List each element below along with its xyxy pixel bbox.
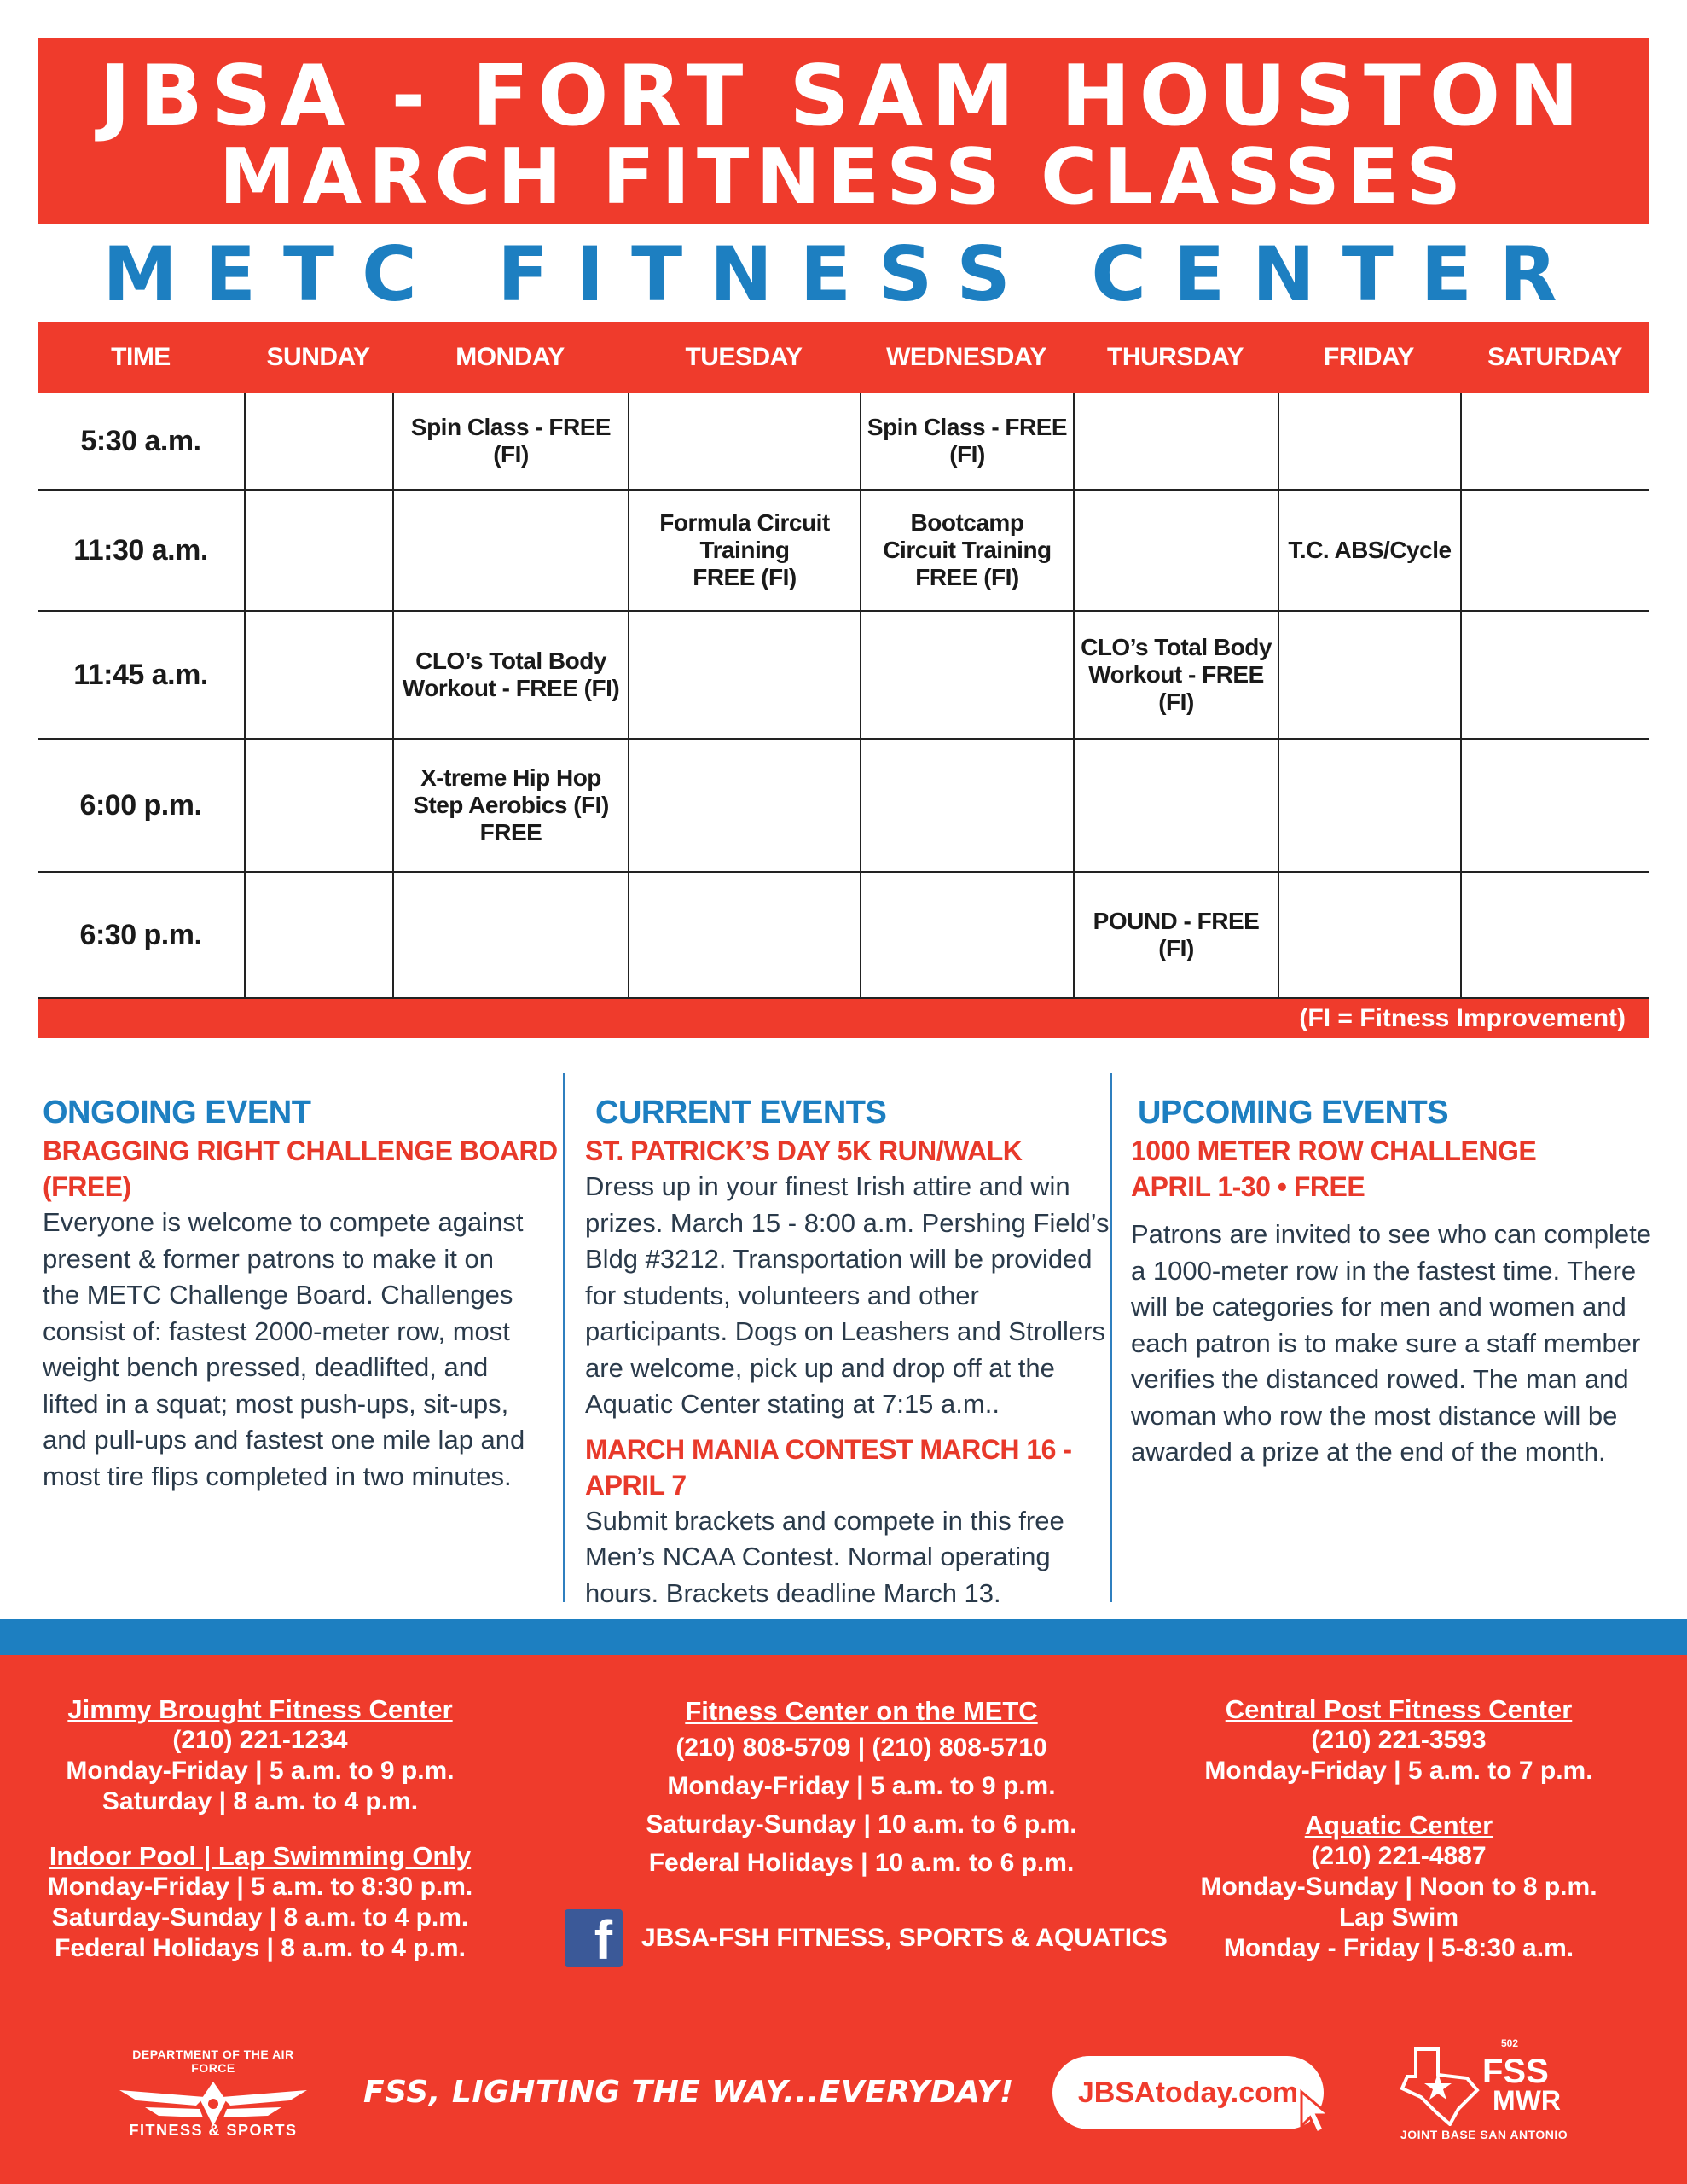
empty-cell	[244, 491, 392, 610]
empty-cell	[1278, 873, 1460, 997]
text-line: each patron is to make sure a staff member	[1131, 1327, 1641, 1358]
column-header-monday: MONDAY	[455, 343, 565, 371]
empty-cell	[1278, 393, 1460, 489]
hours-line: Monday - Friday | 5-8:30 a.m.	[1223, 1934, 1574, 1962]
logo-fss-text: FSS	[1482, 2053, 1549, 2090]
empty-cell	[244, 612, 392, 738]
class-cell: X-treme Hip Hop Step Aerobics (FI) FREE	[392, 740, 628, 871]
current-events	[585, 1073, 1114, 1612]
air-force-fitness-logo	[111, 2048, 316, 2150]
text-line: are welcome, pick up and drop off at the	[585, 1352, 1055, 1383]
text-line: Aquatic Center stating at 7:15 a.m..	[585, 1389, 1000, 1419]
hours-line: Federal Holidays | 10 a.m. to 6 p.m.	[648, 1849, 1075, 1877]
schedule-row	[38, 612, 1649, 740]
tagline: FSS, LIGHTING THE WAY...EVERYDAY!	[363, 2075, 1014, 2110]
empty-cell	[1073, 740, 1278, 871]
column-header-sunday: SUNDAY	[266, 343, 370, 371]
current-title-5k: ST. PATRICK’S DAY 5K RUN/WALK	[585, 1136, 1023, 1166]
schedule-header-row	[38, 322, 1649, 393]
empty-cell	[1460, 612, 1649, 738]
empty-cell	[1460, 740, 1649, 871]
time-cell: 5:30 a.m.	[80, 425, 201, 457]
jimmy-brought-info	[34, 1694, 486, 1964]
column-header-wednesday: WEDNESDAY	[886, 343, 1046, 371]
text-line: Dress up in your finest Irish attire and win	[585, 1171, 1070, 1201]
class-cell: Formula Circuit Training FREE (FI)	[628, 491, 860, 610]
ongoing-heading: ONGOING EVENT	[43, 1095, 311, 1130]
empty-cell	[1278, 740, 1460, 871]
hours-line: Monday-Sunday | Noon to 8 p.m.	[1200, 1873, 1597, 1901]
current-title-march-mania: MARCH MANIA CONTEST MARCH 16 - APRIL 7	[585, 1433, 1072, 1501]
empty-cell	[244, 740, 392, 871]
header-banner	[38, 38, 1649, 224]
fss-mwr-logo	[1399, 2036, 1595, 2146]
text-line: woman who row the most distance will be	[1131, 1400, 1618, 1431]
schedule-row	[38, 873, 1649, 999]
column-divider	[1110, 1073, 1112, 1602]
column-header-friday: FRIDAY	[1324, 343, 1414, 371]
texas-star-icon	[1399, 2041, 1484, 2126]
empty-cell	[1073, 393, 1278, 489]
upcoming-heading: UPCOMING EVENTS	[1138, 1095, 1449, 1130]
empty-cell	[1460, 873, 1649, 997]
empty-cell	[1278, 612, 1460, 738]
logo-af-top-text: DEPARTMENT OF THE AIR FORCE	[132, 2048, 294, 2075]
text-line: weight bench pressed, deadlifted, and	[43, 1352, 489, 1382]
text-line: Patrons are invited to see who can complete	[1131, 1219, 1652, 1249]
hours-line: Monday-Friday | 5 a.m. to 9 p.m.	[667, 1772, 1056, 1800]
class-cell: T.C. ABS/Cycle	[1278, 491, 1460, 610]
time-cell: 6:00 p.m.	[79, 789, 202, 822]
column-header-thursday: THURSDAY	[1107, 343, 1244, 371]
schedule-body	[38, 393, 1649, 999]
metc-title: Fitness Center on the METC	[685, 1696, 1038, 1726]
hours-line: Monday-Friday | 5 a.m. to 9 p.m.	[66, 1757, 455, 1785]
column-header-tuesday: TUESDAY	[685, 343, 803, 371]
hours-line: Monday-Friday | 5 a.m. to 7 p.m.	[1204, 1757, 1593, 1785]
empty-cell	[628, 612, 860, 738]
hours-line: Lap Swim	[1338, 1903, 1459, 1931]
text-line: Bldg #3212. Transportation will be provided	[585, 1244, 1093, 1274]
facebook-page-name[interactable]: JBSA-FSH FITNESS, SPORTS & AQUATICS	[641, 1924, 1168, 1952]
metc-phone: (210) 808-5709 | (210) 808-5710	[675, 1734, 1047, 1762]
ongoing-event	[43, 1073, 563, 1495]
hours-line: Monday-Friday | 5 a.m. to 8:30 p.m.	[47, 1873, 473, 1901]
jimmy-brought-phone: (210) 221-1234	[172, 1726, 348, 1754]
hours-line: Saturday-Sunday | 10 a.m. to 6 p.m.	[646, 1810, 1077, 1838]
page-title: JBSA - FORT SAM HOUSTON	[99, 48, 1588, 145]
text-line: present & former patrons to make it on	[43, 1243, 494, 1274]
text-line: and pull-ups and fastest one mile lap and	[43, 1425, 525, 1455]
hours-line: Federal Holidays | 8 a.m. to 4 p.m.	[55, 1934, 466, 1962]
class-schedule	[38, 322, 1649, 1038]
class-cell: CLO’s Total Body Workout - FREE (FI)	[1073, 612, 1278, 738]
upcoming-events	[1131, 1073, 1660, 1471]
text-line: most tire flips completed in two minutes.	[43, 1461, 512, 1491]
ongoing-body	[43, 1205, 563, 1495]
hours-line: Saturday-Sunday | 8 a.m. to 4 p.m.	[51, 1903, 469, 1931]
time-cell: 11:45 a.m.	[73, 659, 208, 691]
text-line: verifies the distanced rowed. The man and	[1131, 1364, 1629, 1394]
text-line: Men’s NCAA Contest. Normal operating	[585, 1542, 1051, 1571]
aquatic-center-title: Aquatic Center	[1304, 1810, 1493, 1840]
empty-cell	[244, 393, 392, 489]
upcoming-dates: APRIL 1-30 • FREE	[1131, 1171, 1365, 1202]
text-line: participants. Dogs on Leashers and Strollers	[585, 1316, 1105, 1346]
logo-fss-number: 502	[1501, 2037, 1519, 2049]
empty-cell	[244, 873, 392, 997]
empty-cell	[628, 873, 860, 997]
text-line: for students, volunteers and other	[585, 1280, 979, 1310]
empty-cell	[628, 393, 860, 489]
class-cell: POUND - FREE (FI)	[1073, 873, 1278, 997]
logo-mwr-text: MWR	[1493, 2085, 1561, 2116]
current-heading: CURRENT EVENTS	[595, 1095, 887, 1130]
logo-jbsa-text: JOINT BASE SAN ANTONIO	[1400, 2128, 1568, 2141]
metc-info	[597, 1694, 1126, 1882]
fitness-improvement-note: (FI = Fitness Improvement)	[38, 999, 1649, 1038]
column-divider	[563, 1073, 565, 1602]
text-line: prizes. March 15 - 8:00 a.m. Pershing Field’s	[585, 1207, 1110, 1238]
indoor-pool-title: Indoor Pool | Lap Swimming Only	[49, 1841, 472, 1871]
empty-cell	[860, 873, 1073, 997]
hours-line: Saturday | 8 a.m. to 4 p.m.	[101, 1787, 419, 1815]
empty-cell	[1460, 393, 1649, 489]
class-cell: CLO’s Total Body Workout - FREE (FI)	[392, 612, 628, 738]
cursor-icon	[1298, 2088, 1336, 2136]
jimmy-brought-title: Jimmy Brought Fitness Center	[67, 1694, 453, 1724]
time-cell: 6:30 p.m.	[79, 919, 202, 951]
text-line: will be categories for men and women and	[1131, 1292, 1626, 1321]
text-line: lifted in a squat; most push-ups, sit-ups,	[43, 1388, 509, 1419]
schedule-row	[38, 740, 1649, 873]
upcoming-body	[1131, 1217, 1660, 1471]
class-cell: Spin Class - FREE (FI)	[392, 393, 628, 489]
empty-cell	[1460, 491, 1649, 610]
central-post-info	[1177, 1694, 1620, 1964]
text-line: hours. Brackets deadline March 13.	[585, 1577, 1001, 1608]
empty-cell	[392, 873, 628, 997]
facebook-link[interactable]	[565, 1909, 1168, 1971]
column-header-time: TIME	[111, 343, 171, 371]
current-body-march-mania	[585, 1503, 1114, 1612]
text-line: consist of: fastest 2000-meter row, most	[43, 1316, 510, 1346]
empty-cell	[860, 740, 1073, 871]
central-post-phone: (210) 221-3593	[1311, 1726, 1487, 1754]
center-name: METC FITNESS CENTER	[102, 230, 1585, 318]
text-line: the METC Challenge Board. Challenges	[43, 1280, 513, 1310]
text-line: a 1000-meter row in the fastest time. There	[1131, 1255, 1637, 1286]
empty-cell	[392, 491, 628, 610]
jbsatoday-link[interactable]: JBSAtoday.com	[1052, 2056, 1324, 2129]
page-subtitle: MARCH FITNESS CLASSES	[218, 132, 1469, 222]
column-header-saturday: SATURDAY	[1487, 343, 1622, 371]
time-cell: 11:30 a.m.	[73, 534, 208, 566]
text-line: Everyone is welcome to compete against	[43, 1207, 524, 1237]
ongoing-title: BRAGGING RIGHT CHALLENGE BOARD (FREE)	[43, 1136, 558, 1202]
upcoming-title: 1000 METER ROW CHALLENGE	[1131, 1136, 1537, 1166]
empty-cell	[1073, 491, 1278, 610]
central-post-title: Central Post Fitness Center	[1225, 1694, 1573, 1724]
facebook-icon[interactable]: f	[565, 1909, 623, 1967]
schedule-row	[38, 491, 1649, 612]
schedule-row	[38, 393, 1649, 491]
empty-cell	[860, 612, 1073, 738]
empty-cell	[628, 740, 860, 871]
text-line: Submit brackets and compete in this free	[585, 1505, 1064, 1536]
logo-af-bottom-text: FITNESS & SPORTS	[129, 2122, 298, 2139]
blue-divider-stripe	[0, 1619, 1687, 1655]
class-cell: Bootcamp Circuit Training FREE (FI)	[860, 491, 1073, 610]
aquatic-center-phone: (210) 221-4887	[1311, 1842, 1487, 1870]
text-line: awarded a prize at the end of the month.	[1131, 1437, 1606, 1467]
class-cell: Spin Class - FREE (FI)	[860, 393, 1073, 489]
events-section	[0, 1073, 1687, 1608]
current-body-5k	[585, 1169, 1114, 1423]
